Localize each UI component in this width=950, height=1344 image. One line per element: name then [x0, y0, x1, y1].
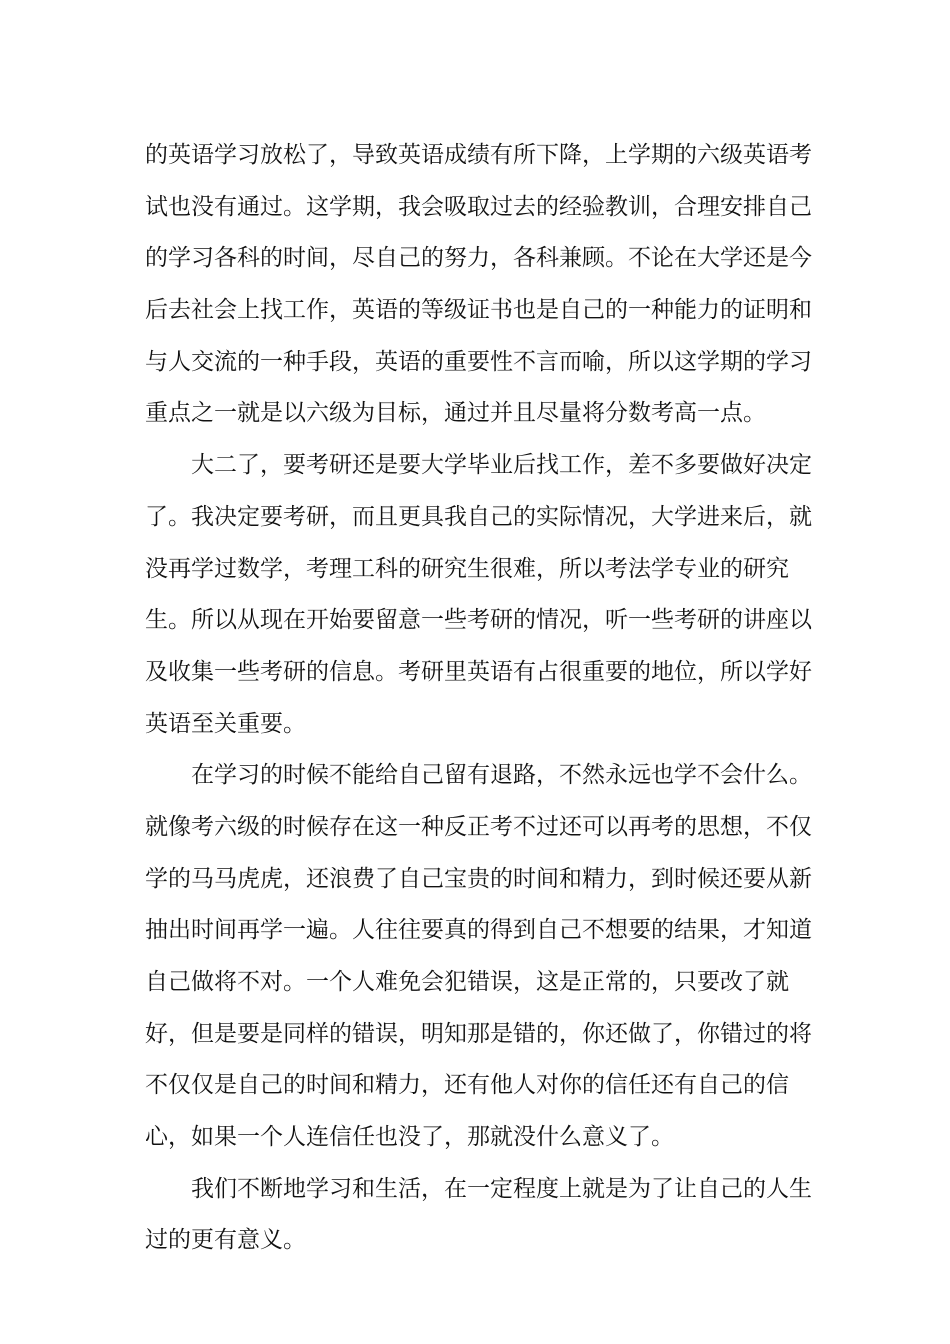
text-line: 心，如果一个人连信任也没了，那就没什么意义了。: [145, 1124, 674, 1151]
text-line: 与人交流的一种手段，英语的重要性不言而喻，所以这学期的学习: [145, 348, 812, 375]
text-line: 学的马马虎虎，还浪费了自己宝贵的时间和精力，到时候还要从新: [145, 865, 812, 892]
text-line: 及收集一些考研的信息。考研里英语有占很重要的地位，所以学好: [145, 658, 812, 685]
text-line: 好，但是要是同样的错误，明知那是错的，你还做了，你错过的将: [145, 1020, 812, 1047]
paragraph-4: [145, 1164, 810, 1267]
text-line: 自己做将不对。一个人难免会犯错误，这是正常的，只要改了就: [145, 969, 789, 995]
text-line: 过的更有意义。: [145, 1227, 306, 1254]
text-line: 的英语学习放松了，导致英语成绩有所下降，上学期的六级英语考: [145, 142, 812, 168]
text-line: 生。所以从现在开始要留意一些考研的情况，听一些考研的讲座以: [145, 607, 812, 634]
text-line: 了。我决定要考研，而且更具我自己的实际情况，大学进来后，就: [145, 503, 812, 530]
text-line: 的学习各科的时间，尽自己的努力，各科兼顾。不论在大学还是今: [145, 245, 812, 272]
text-line: 后去社会上找工作，英语的等级证书也是自己的一种能力的证明和: [145, 297, 812, 324]
document-body: [145, 130, 810, 1267]
paragraph-3: [145, 750, 810, 1164]
text-line: 在学习的时候不能给自己留有退路，不然永远也学不会什么。: [191, 762, 812, 789]
paragraph-2: [145, 440, 810, 750]
paragraph-1: [145, 130, 810, 440]
text-line: 试也没有通过。这学期，我会吸取过去的经验教训，合理安排自己: [145, 193, 812, 220]
text-line: 大二了，要考研还是要大学毕业后找工作，差不多要做好决定: [191, 452, 812, 479]
text-line: 就像考六级的时候存在这一种反正考不过还可以再考的思想，不仅: [145, 813, 812, 840]
text-line: 我们不断地学习和生活，在一定程度上就是为了让自己的人生: [191, 1175, 812, 1202]
text-line: 不仅仅是自己的时间和精力，还有他人对你的信任还有自己的信: [145, 1072, 789, 1099]
text-line: 抽出时间再学一遍。人往往要真的得到自己不想要的结果，才知道: [145, 917, 812, 944]
text-line: 英语至关重要。: [145, 710, 306, 737]
text-line: 重点之一就是以六级为目标，通过并且尽量将分数考高一点。: [145, 400, 766, 427]
text-line: 没再学过数学，考理工科的研究生很难，所以考法学专业的研究: [145, 555, 789, 582]
